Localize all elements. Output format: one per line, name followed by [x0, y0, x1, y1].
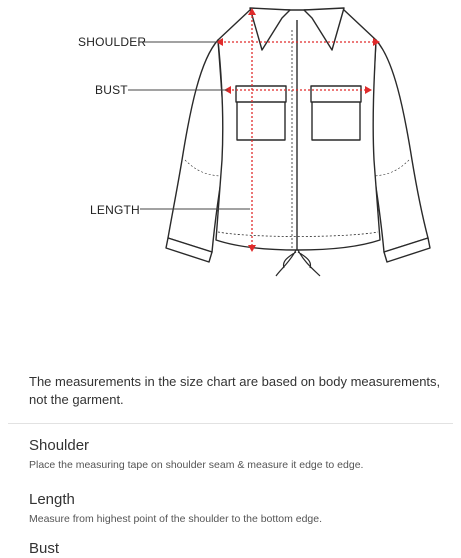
shoulder-callout: SHOULDER — [78, 35, 147, 49]
bust-section — [29, 540, 449, 558]
shoulder-title: Shoulder — [29, 437, 90, 454]
bust-callout: BUST — [95, 83, 128, 97]
shoulder-section — [29, 437, 449, 472]
left-pocket-flap — [236, 86, 286, 102]
shoulder-desc: Place the measuring tape on shoulder seam & measure it edge to edge. — [29, 459, 364, 471]
bust-title: Bust — [29, 540, 60, 557]
right-pocket — [312, 98, 360, 140]
right-pocket-flap — [311, 86, 361, 102]
length-desc: Measure from highest point of the shoulder to the bottom edge. — [29, 513, 323, 525]
length-title: Length — [29, 491, 75, 508]
divider — [8, 423, 453, 424]
length-section — [29, 491, 449, 526]
measurement-note: The measurements in the size chart are based on body measurements, not the garment. — [29, 374, 441, 407]
length-callout: LENGTH — [90, 203, 140, 217]
left-pocket — [237, 98, 285, 140]
